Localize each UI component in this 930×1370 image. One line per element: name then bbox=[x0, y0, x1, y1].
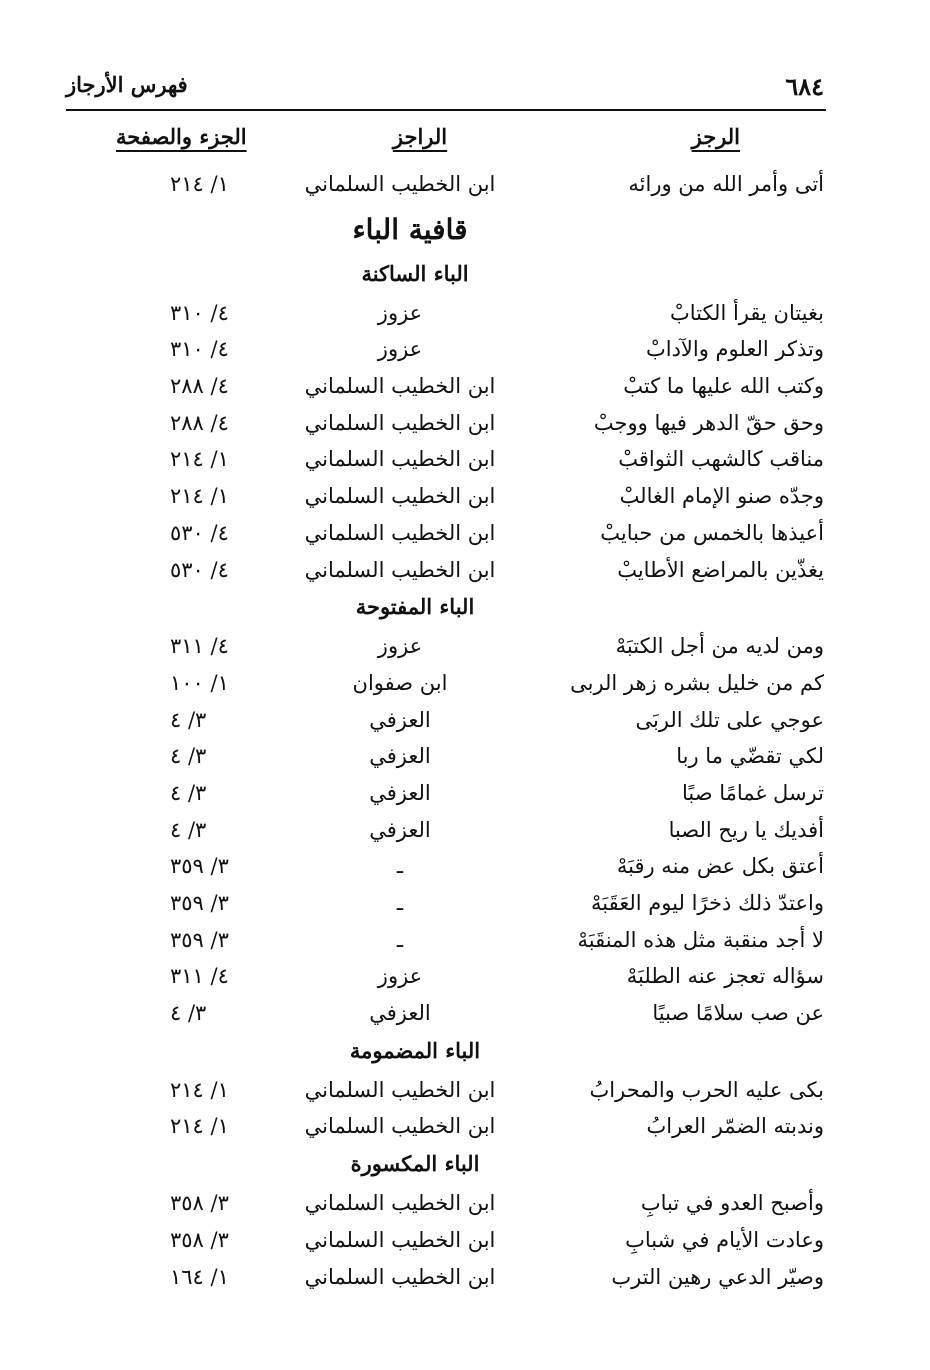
poet-name: ـ bbox=[396, 854, 404, 879]
poet-name: ابن صفوان bbox=[352, 670, 448, 695]
column-headers bbox=[0, 124, 930, 160]
index-row bbox=[0, 166, 930, 203]
index-row bbox=[0, 1222, 930, 1259]
page-number: ٦٨٤ bbox=[785, 72, 824, 101]
poet-name: ابن الخطيب السلماني bbox=[304, 1264, 496, 1289]
verse-text: أفديك يا ريح الصبا bbox=[668, 817, 824, 842]
verse-text: واعتدّ ذلك ذخرًا ليوم العَقَبَهْ bbox=[591, 891, 824, 915]
volume-page-ref: ٣/ ٤ bbox=[170, 1001, 207, 1026]
poet-name: ابن الخطيب السلماني bbox=[304, 1114, 496, 1139]
verse-text: لكي تقضّي ما ربا bbox=[676, 744, 824, 769]
index-row bbox=[0, 848, 930, 885]
verse-text: وحق حقّ الدهر فيها ووجبْ bbox=[593, 410, 824, 435]
verse-text: ومن لديه من أجل الكتبَهْ bbox=[615, 634, 824, 659]
index-row bbox=[0, 295, 930, 332]
volume-page-ref: ١/ ١٠٠ bbox=[170, 670, 229, 695]
poet-name: ابن الخطيب السلماني bbox=[304, 374, 496, 399]
verse-text: وندبته الضمّر العرابُ bbox=[646, 1114, 824, 1139]
volume-page-ref: ٣/ ٤ bbox=[170, 780, 207, 805]
index-row bbox=[0, 738, 930, 775]
index-body bbox=[0, 166, 930, 1295]
poet-name: عزوز bbox=[377, 300, 423, 325]
index-row bbox=[0, 702, 930, 739]
volume-page-ref: ٣/ ٣٥٩ bbox=[170, 854, 229, 879]
section-heading-text: الباء المفتوحة bbox=[355, 594, 475, 620]
volume-page-ref: ١/ ٢١٤ bbox=[170, 1077, 229, 1102]
poet-name: العزفي bbox=[369, 780, 431, 805]
poet-name: ابن الخطيب السلماني bbox=[304, 410, 496, 435]
verse-text: عن صب سلامًا صبيًا bbox=[652, 1001, 824, 1026]
rhyme-title-text: قافية الباء bbox=[352, 212, 468, 246]
column-header-poet: الراجز bbox=[392, 124, 448, 149]
volume-page-ref: ٤/ ٣١١ bbox=[170, 634, 229, 659]
volume-page-ref: ٤/ ٥٣٠ bbox=[170, 557, 229, 582]
poet-name: العزفي bbox=[369, 744, 431, 769]
section-heading-text: الباء المكسورة bbox=[350, 1151, 480, 1177]
poet-name: ابن الخطيب السلماني bbox=[304, 1191, 496, 1216]
volume-page-ref: ٤/ ٣١١ bbox=[170, 964, 229, 989]
volume-page-ref: ٤/ ٣١٠ bbox=[170, 337, 229, 362]
volume-page-ref: ١/ ٢١٤ bbox=[170, 484, 229, 509]
section-heading bbox=[0, 1145, 930, 1185]
verse-text: أعتق بكل عض منه رقبَهْ bbox=[616, 854, 824, 879]
verse-text: بكى عليه الحرب والمحرابُ bbox=[589, 1077, 824, 1102]
volume-page-ref: ١/ ٢١٤ bbox=[170, 172, 229, 196]
volume-page-ref: ٤/ ٥٣٠ bbox=[170, 520, 229, 545]
poet-name: ابن الخطيب السلماني bbox=[304, 1227, 496, 1252]
index-row bbox=[0, 478, 930, 515]
volume-page-ref: ٣/ ٤ bbox=[170, 744, 207, 769]
section-heading-text: الباء المضمومة bbox=[349, 1037, 481, 1063]
header-rule bbox=[66, 109, 826, 111]
poet-name: عزوز bbox=[377, 337, 423, 362]
poet-name: عزوز bbox=[377, 634, 423, 659]
index-row bbox=[0, 775, 930, 812]
column-header-verse: الرجز bbox=[691, 124, 740, 149]
verse-text: وصيّر الدعي رهين الترب bbox=[611, 1264, 824, 1289]
poet-name: ـ bbox=[396, 891, 404, 915]
running-title: فهرس الأرجاز bbox=[66, 72, 188, 97]
volume-page-ref: ١/ ١٦٤ bbox=[170, 1264, 229, 1289]
index-row bbox=[0, 628, 930, 665]
index-row bbox=[0, 1185, 930, 1222]
verse-text: مناقب كالشهب الثواقبْ bbox=[618, 447, 824, 472]
poet-name: ابن الخطيب السلماني bbox=[304, 172, 496, 196]
poet-name: ابن الخطيب السلماني bbox=[304, 1077, 496, 1102]
section-heading bbox=[0, 255, 930, 295]
index-row bbox=[0, 1259, 930, 1296]
verse-text: وكتب الله عليها ما كتبْ bbox=[623, 374, 824, 399]
verse-text: ترسل غمامًا صبًا bbox=[681, 780, 824, 805]
rhyme-title bbox=[0, 203, 930, 255]
verse-text: أتى وأمر الله من ورائه bbox=[628, 172, 824, 196]
poet-name: عزوز bbox=[377, 964, 423, 989]
volume-page-ref: ٤/ ٢٨٨ bbox=[170, 374, 229, 399]
index-row bbox=[0, 995, 930, 1032]
poet-name: العزفي bbox=[369, 1001, 431, 1026]
volume-page-ref: ٣/ ٣٥٩ bbox=[170, 891, 229, 915]
section-heading bbox=[0, 588, 930, 628]
poet-name: ابن الخطيب السلماني bbox=[304, 520, 496, 545]
index-row bbox=[0, 515, 930, 552]
index-row bbox=[0, 885, 930, 922]
poet-name: ـ bbox=[396, 927, 404, 952]
verse-text: عوجي على تلك الربَى bbox=[635, 707, 824, 732]
section-heading bbox=[0, 1032, 930, 1072]
index-row bbox=[0, 331, 930, 368]
verse-text: وأصبح العدو في تبابِ bbox=[640, 1191, 824, 1216]
sections bbox=[0, 255, 930, 1296]
index-row bbox=[0, 552, 930, 589]
index-row bbox=[0, 812, 930, 849]
index-row bbox=[0, 958, 930, 995]
verse-text: يغذّين بالمراضع الأطايبْ bbox=[617, 557, 824, 582]
poet-name: ابن الخطيب السلماني bbox=[304, 557, 496, 582]
verse-text: سؤاله تعجز عنه الطلبَهْ bbox=[626, 964, 824, 989]
poet-name: ابن الخطيب السلماني bbox=[304, 484, 496, 509]
verse-text: وتذكر العلوم والآدابْ bbox=[645, 337, 824, 362]
poet-name: العزفي bbox=[369, 707, 431, 732]
index-row bbox=[0, 1072, 930, 1109]
volume-page-ref: ١/ ٢١٤ bbox=[170, 447, 229, 472]
verse-text: لا أجد منقبة مثل هذه المنقَبَهْ bbox=[577, 927, 824, 952]
volume-page-ref: ٤/ ٢٨٨ bbox=[170, 410, 229, 435]
verse-text: أعيذها بالخمس من حبايبْ bbox=[600, 520, 824, 545]
poet-name: العزفي bbox=[369, 817, 431, 842]
poet-name: ابن الخطيب السلماني bbox=[304, 447, 496, 472]
volume-page-ref: ٣/ ٣٥٨ bbox=[170, 1227, 229, 1252]
index-row bbox=[0, 405, 930, 442]
section-heading-text: الباء الساكنة bbox=[361, 260, 469, 286]
index-row bbox=[0, 922, 930, 959]
verse-text: كم من خليل بشره زهر الربى bbox=[570, 670, 824, 695]
running-head bbox=[0, 72, 930, 112]
index-row bbox=[0, 368, 930, 405]
verse-text: بغيتان يقرأ الكتابْ bbox=[669, 300, 824, 325]
verse-text: وعادت الأيام في شبابِ bbox=[625, 1227, 824, 1252]
volume-page-ref: ١/ ٢١٤ bbox=[170, 1114, 229, 1139]
volume-page-ref: ٤/ ٣١٠ bbox=[170, 300, 229, 325]
volume-page-ref: ٣/ ٤ bbox=[170, 817, 207, 842]
volume-page-ref: ٣/ ٣٥٩ bbox=[170, 927, 229, 952]
verse-text: وجدّه صنو الإمام الغالبْ bbox=[619, 484, 824, 509]
index-row bbox=[0, 1108, 930, 1145]
index-row bbox=[0, 665, 930, 702]
column-header-reference: الجزء والصفحة bbox=[116, 124, 247, 149]
volume-page-ref: ٣/ ٣٥٨ bbox=[170, 1191, 229, 1216]
volume-page-ref: ٣/ ٤ bbox=[170, 707, 207, 732]
index-row bbox=[0, 441, 930, 478]
